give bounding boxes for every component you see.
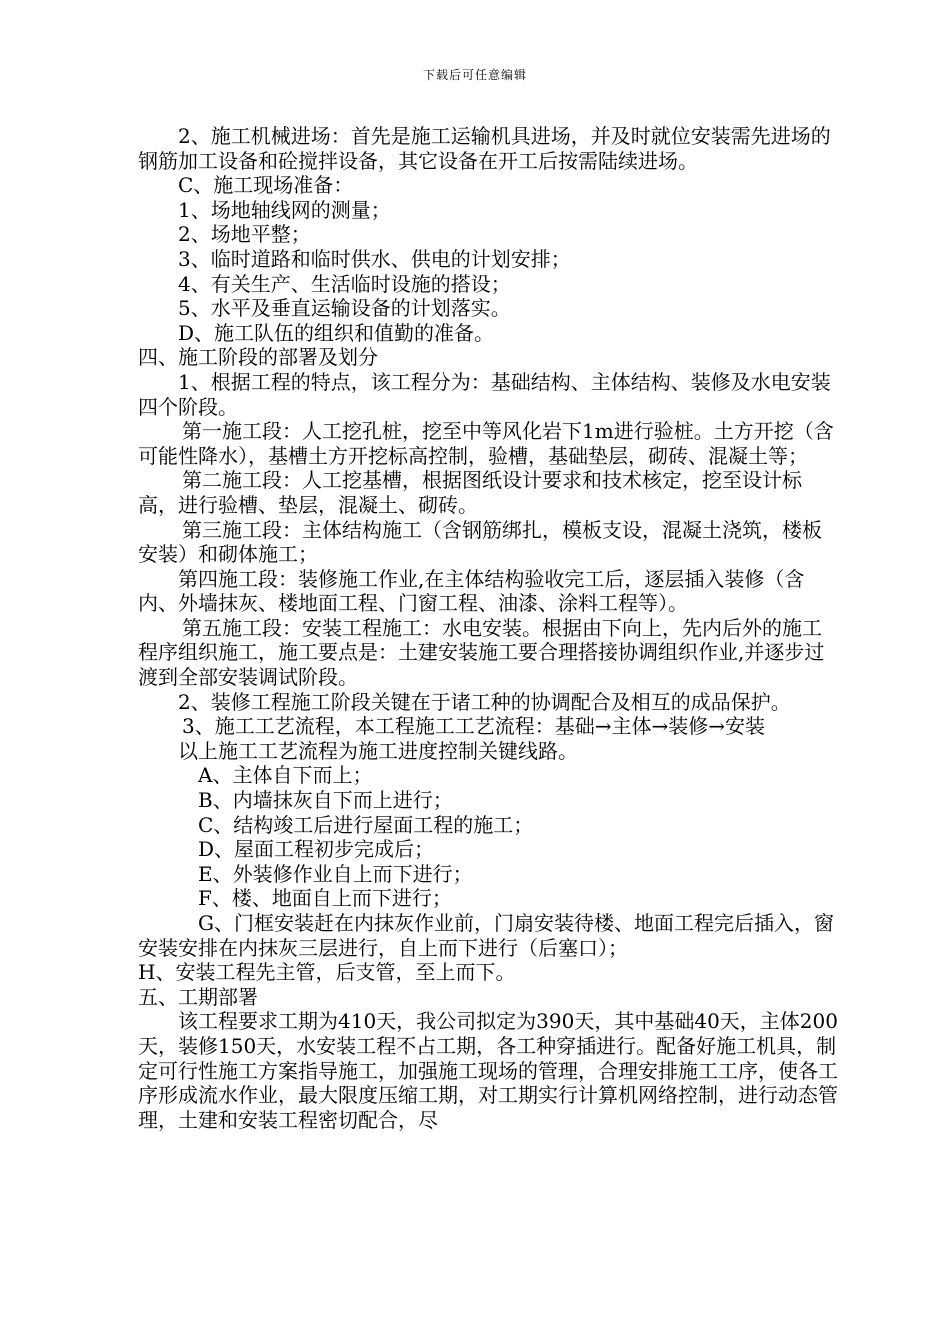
section-heading: 四、施工阶段的部署及划分 (138, 345, 378, 370)
paragraph: C、施工现场准备： (178, 173, 354, 198)
paragraph: 第五施工段：安装工程施工：水电安装。根据由下向上，先内后外的施工程序组织施工，施工要点是：土建安装施工要合理搭接协调组织作业,并逐步过渡到全部安装调试阶段。 (138, 615, 825, 690)
paragraph: 4、有关生产、生活临时设施的搭设； (178, 271, 511, 296)
list-item: F、楼、地面自上而下进行； (198, 886, 452, 911)
list-item: E、外装修作业自上而下进行； (198, 861, 473, 886)
paragraph: 2、施工机械进场：首先是施工运输机具进场，并及时就位安装需先进场的钢筋加工设备和砼搅拌设备，其它设备在开工后按需陆续进场。 (138, 124, 831, 173)
paragraph: 该工程要求工期为410天，我公司拟定为390天，其中基础40天，主体200天，装修150天，水安装工程不占工期，各工种穿插进行。配备好施工机具，制定可行性施工方案指导施工，加强施工现场的管理，合理安排施工工序，使各工序形成流水作业，最大限度压缩工期，对工期实行计算机网络控制，进行动态管理，土建和安装工程密切配合，尽 (138, 1009, 838, 1132)
list-item: A、主体自下而上； (198, 763, 373, 788)
paragraph: 第一施工段：人工挖孔桩，挖至中等风化岩下1m进行验桩。土方开挖（含可能性降水），基槽土方开挖标高控制，验槽，基础垫层，砌砖、混凝土等； (138, 419, 834, 468)
paragraph: 3、施工工艺流程，本工程施工工艺流程：基础→主体→装修→安装 (182, 714, 765, 739)
page-header: 下载后可任意编辑 (422, 68, 527, 82)
list-item: C、结构竣工后进行屋面工程的施工； (198, 812, 534, 837)
paragraph: 第三施工段：主体结构施工（含钢筋绑扎，模板支设，混凝土浇筑，楼板安装）和砌体施工； (138, 517, 822, 567)
list-item: D、屋面工程初步完成后； (198, 837, 435, 862)
paragraph: 1、场地轴线网的测量； (178, 197, 391, 222)
paragraph: 2、装修工程施工阶段关键在于诸工种的协调配合及相互的成品保护。 (178, 689, 791, 714)
paragraph: D、施工队伍的组织和值勤的准备。 (178, 320, 495, 345)
list-item: G、门框安装赶在内抹灰作业前，门扇安装待楼、地面工程完后插入，窗安装安排在内抹灰三层进行，自上而下进行（后塞口）； (138, 911, 834, 960)
section-heading: 五、工期部署 (138, 984, 258, 1009)
list-item: H、安装工程先主管，后支管，至上而下。 (138, 960, 516, 985)
paragraph: 以上施工工艺流程为施工进度控制关键线路。 (178, 738, 578, 763)
document-body (138, 124, 838, 1132)
paragraph: 2、场地平整； (178, 222, 311, 247)
paragraph: 1、根据工程的特点，该工程分为：基础结构、主体结构、装修及水电安装四个阶段。 (138, 369, 831, 419)
paragraph: 第四施工段：装修施工作业,在主体结构验收完工后，逐层插入装修（含内、外墙抹灰、楼地面工程、门窗工程、油漆、涂料工程等）。 (138, 566, 805, 616)
paragraph: 5、水平及垂直运输设备的计划落实。 (178, 296, 511, 321)
paragraph: 3、临时道路和临时供水、供电的计划安排； (178, 246, 571, 271)
paragraph: 第二施工段：人工挖基槽，根据图纸设计要求和技术核定，挖至设计标高，进行验槽、垫层，混凝土、砌砖。 (138, 468, 802, 517)
list-item: B、内墙抹灰自下而上进行； (198, 788, 453, 813)
